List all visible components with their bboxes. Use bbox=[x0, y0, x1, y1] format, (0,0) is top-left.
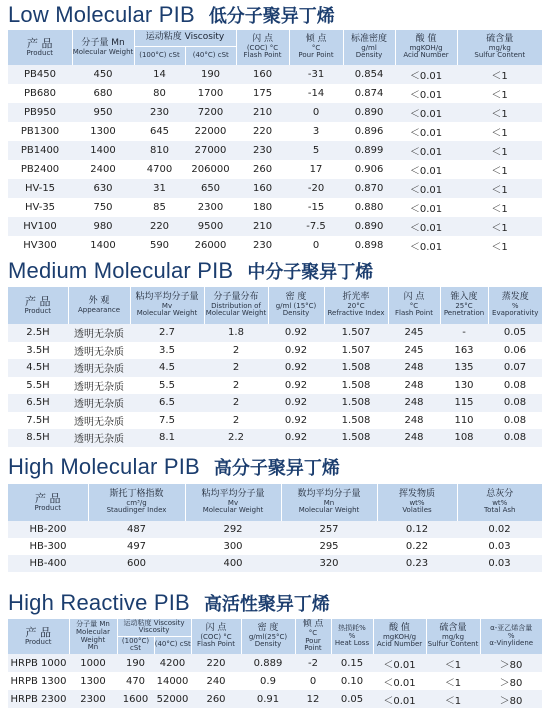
high-pib-title-zh: 高分子聚异丁烯 bbox=[213, 458, 340, 479]
table-cell: 645 bbox=[134, 122, 185, 141]
table-cell: 680 bbox=[72, 84, 134, 103]
table-cell: ＜0.01 bbox=[373, 654, 426, 672]
table-cell: 0.92 bbox=[268, 359, 324, 377]
medium-pib-title bbox=[8, 258, 548, 288]
low-pib-body bbox=[8, 65, 542, 255]
table-row bbox=[8, 141, 542, 160]
table-cell: PB450 bbox=[8, 65, 72, 84]
table-row bbox=[8, 654, 542, 672]
table-cell: 1400 bbox=[72, 141, 134, 160]
table-cell: 2.5H bbox=[8, 324, 68, 342]
table-cell: 14 bbox=[134, 65, 185, 84]
table-cell: ＜1 bbox=[457, 236, 542, 255]
medium-pib-title-zh: 中分子聚异丁烯 bbox=[247, 262, 374, 283]
table-cell: 260 bbox=[191, 690, 241, 708]
table-cell: HRPB 1000 bbox=[8, 654, 69, 672]
med-col-refractive: 折光率 20°C Refractive Index bbox=[324, 287, 388, 324]
table-cell: ＞80 bbox=[480, 672, 542, 690]
table-cell: 7.5H bbox=[8, 412, 68, 430]
table-cell: 0.906 bbox=[343, 160, 395, 179]
table-cell: 0.890 bbox=[343, 103, 395, 122]
reactive-pib-table bbox=[8, 619, 542, 708]
table-cell: 31 bbox=[134, 179, 185, 198]
med-col-flash: 闪 点 °C Flash Point bbox=[388, 287, 440, 324]
table-cell: 0.870 bbox=[343, 179, 395, 198]
table-row bbox=[8, 122, 542, 141]
medium-pib-table bbox=[8, 287, 542, 447]
table-cell: 220 bbox=[236, 122, 289, 141]
table-row bbox=[8, 521, 542, 538]
table-cell: 600 bbox=[88, 555, 185, 572]
table-cell: ＜0.01 bbox=[373, 672, 426, 690]
table-cell: ＜0.01 bbox=[395, 84, 457, 103]
table-cell: HRPB 2300 bbox=[8, 690, 69, 708]
table-cell: 9500 bbox=[185, 217, 236, 236]
table-cell: 0.91 bbox=[241, 690, 295, 708]
table-cell: 1.508 bbox=[324, 429, 388, 447]
high-pib-table bbox=[8, 484, 542, 572]
table-cell: 4.5H bbox=[8, 359, 68, 377]
table-cell: 5.5H bbox=[8, 377, 68, 395]
high-col-mn: 数均平均分子量 Mn Molecular Weight bbox=[281, 484, 377, 521]
table-cell: 0.899 bbox=[343, 141, 395, 160]
table-cell: 0.890 bbox=[343, 217, 395, 236]
table-cell: 透明无杂质 bbox=[68, 324, 130, 342]
table-cell: 0 bbox=[289, 103, 343, 122]
table-cell: 110 bbox=[440, 412, 488, 430]
table-cell: HV-35 bbox=[8, 198, 72, 217]
high-pib-title bbox=[8, 454, 548, 484]
table-row bbox=[8, 103, 542, 122]
table-cell: 3.5H bbox=[8, 342, 68, 360]
table-cell: 0.05 bbox=[331, 690, 373, 708]
medium-pib-body bbox=[8, 324, 542, 447]
table-cell: 130 bbox=[440, 377, 488, 395]
table-cell: 0.92 bbox=[268, 342, 324, 360]
table-cell: 0.03 bbox=[457, 555, 542, 572]
table-cell: HB-300 bbox=[8, 538, 88, 555]
table-cell: 6.5 bbox=[130, 394, 204, 412]
table-cell: 135 bbox=[440, 359, 488, 377]
table-cell: ＜1 bbox=[457, 65, 542, 84]
table-cell: 163 bbox=[440, 342, 488, 360]
table-cell: 230 bbox=[236, 236, 289, 255]
table-cell: 14000 bbox=[154, 672, 191, 690]
med-col-density: 密 度 g/ml (15°C) Density bbox=[268, 287, 324, 324]
table-cell: -15 bbox=[289, 198, 343, 217]
table-cell: 400 bbox=[185, 555, 281, 572]
table-cell: ＜0.01 bbox=[395, 160, 457, 179]
table-cell: 透明无杂质 bbox=[68, 429, 130, 447]
table-cell: 0.889 bbox=[241, 654, 295, 672]
table-cell: 0.854 bbox=[343, 65, 395, 84]
table-cell: PB680 bbox=[8, 84, 72, 103]
table-cell: 257 bbox=[281, 521, 377, 538]
table-cell: 0.896 bbox=[343, 122, 395, 141]
table-row bbox=[8, 377, 542, 395]
table-row bbox=[8, 672, 542, 690]
table-cell: 245 bbox=[388, 324, 440, 342]
med-col-mv: 粘均平均分子量 Mv Molecular Weight bbox=[130, 287, 204, 324]
table-cell: 0.12 bbox=[377, 521, 457, 538]
table-cell: 2400 bbox=[72, 160, 134, 179]
table-row bbox=[8, 198, 542, 217]
table-row bbox=[8, 359, 542, 377]
table-row bbox=[8, 324, 542, 342]
table-cell: 3.5 bbox=[130, 342, 204, 360]
table-cell: 1400 bbox=[72, 236, 134, 255]
table-cell: 470 bbox=[117, 672, 154, 690]
reactive-pib-title-zh: 高活性聚异丁烯 bbox=[203, 594, 330, 615]
table-cell: 1000 bbox=[69, 654, 117, 672]
table-cell: ＜1 bbox=[426, 672, 480, 690]
table-cell: ＜1 bbox=[426, 690, 480, 708]
table-cell: 300 bbox=[185, 538, 281, 555]
table-cell: ＜1 bbox=[457, 198, 542, 217]
table-cell: 1.8 bbox=[204, 324, 268, 342]
table-row bbox=[8, 555, 542, 572]
table-cell: 450 bbox=[72, 65, 134, 84]
low-col-visc100: (100°C) cSt bbox=[134, 46, 185, 65]
rx-col-density: 密 度 g/ml(25°C) Density bbox=[241, 619, 295, 654]
table-cell: 190 bbox=[117, 654, 154, 672]
high-col-ash: 总灰分 wt% Total Ash bbox=[457, 484, 542, 521]
table-row bbox=[8, 538, 542, 555]
table-cell: 1300 bbox=[72, 122, 134, 141]
table-cell: 1.508 bbox=[324, 412, 388, 430]
low-pib-table bbox=[8, 30, 542, 255]
table-cell: -2 bbox=[295, 654, 331, 672]
rx-col-mn: 分子量 Mn Molecular Weight Mn bbox=[69, 619, 117, 654]
rx-col-product: 产 品 Product bbox=[8, 619, 69, 654]
table-cell: 1700 bbox=[185, 84, 236, 103]
table-cell: 0.92 bbox=[268, 394, 324, 412]
table-cell: ＜1 bbox=[457, 103, 542, 122]
table-cell: 0.08 bbox=[488, 412, 542, 430]
med-col-penetration: 锥入度 25°C Penetration bbox=[440, 287, 488, 324]
low-col-product: 产 品 Product bbox=[8, 30, 72, 65]
table-row bbox=[8, 342, 542, 360]
table-cell: 0.10 bbox=[331, 672, 373, 690]
table-cell: 1.508 bbox=[324, 377, 388, 395]
high-col-volatiles: 挥发物质 wt% Volatiles bbox=[377, 484, 457, 521]
table-cell: 0.23 bbox=[377, 555, 457, 572]
table-cell: ＜0.01 bbox=[395, 179, 457, 198]
table-cell: 3 bbox=[289, 122, 343, 141]
reactive-pib-title bbox=[8, 590, 548, 620]
table-cell: 1.508 bbox=[324, 359, 388, 377]
low-col-acid: 酸 值 mgKOH/g Acid Number bbox=[395, 30, 457, 65]
table-cell: ＜1 bbox=[426, 654, 480, 672]
medium-pib-title-en: Medium Molecular PIB bbox=[8, 258, 234, 283]
table-cell: 0.02 bbox=[457, 521, 542, 538]
table-cell: 7200 bbox=[185, 103, 236, 122]
table-cell: 0.92 bbox=[268, 429, 324, 447]
table-cell: -20 bbox=[289, 179, 343, 198]
rx-col-pour: 倾 点 °C Pour Point bbox=[295, 619, 331, 654]
table-cell: HV300 bbox=[8, 236, 72, 255]
table-cell: 175 bbox=[236, 84, 289, 103]
table-cell: 2 bbox=[204, 377, 268, 395]
table-cell: 2.7 bbox=[130, 324, 204, 342]
table-cell: ＞80 bbox=[480, 654, 542, 672]
table-cell: 2 bbox=[204, 359, 268, 377]
table-cell: 5 bbox=[289, 141, 343, 160]
table-cell: 220 bbox=[134, 217, 185, 236]
rx-col-heatloss: 热损耗% % Heat Loss bbox=[331, 619, 373, 654]
table-cell: ＜1 bbox=[457, 179, 542, 198]
table-cell: 248 bbox=[388, 359, 440, 377]
rx-col-acid: 酸 值 mgKOH/g Acid Number bbox=[373, 619, 426, 654]
table-cell: PB1400 bbox=[8, 141, 72, 160]
table-cell: 0.22 bbox=[377, 538, 457, 555]
table-row bbox=[8, 412, 542, 430]
table-cell: ＜0.01 bbox=[395, 122, 457, 141]
table-cell: 0.08 bbox=[488, 377, 542, 395]
table-cell: 0 bbox=[295, 672, 331, 690]
table-cell: 22000 bbox=[185, 122, 236, 141]
rx-col-flash: 闪 点 (COC) °C Flash Point bbox=[191, 619, 241, 654]
reactive-pib-title-en: High Reactive PIB bbox=[8, 590, 190, 615]
table-cell: ＜0.01 bbox=[395, 198, 457, 217]
table-cell: 320 bbox=[281, 555, 377, 572]
table-cell: 1.507 bbox=[324, 342, 388, 360]
table-cell: 12 bbox=[295, 690, 331, 708]
high-pib-body bbox=[8, 521, 542, 572]
table-cell: 630 bbox=[72, 179, 134, 198]
low-col-viscosity: 运动粘度 Viscosity bbox=[134, 30, 236, 46]
table-cell: 0.9 bbox=[241, 672, 295, 690]
table-cell: 80 bbox=[134, 84, 185, 103]
high-pib-title-en: High Molecular PIB bbox=[8, 454, 200, 479]
low-col-pour: 倾 点 °C Pour Point bbox=[289, 30, 343, 65]
table-cell: 2 bbox=[204, 412, 268, 430]
low-col-mn: 分子量 Mn Molecular Weight bbox=[72, 30, 134, 65]
table-cell: HV100 bbox=[8, 217, 72, 236]
rx-col-sulfur: 硫含量 mg/kg Sulfur Content bbox=[426, 619, 480, 654]
table-cell: 248 bbox=[388, 412, 440, 430]
table-cell: ＜0.01 bbox=[395, 103, 457, 122]
table-row bbox=[8, 179, 542, 198]
med-col-distribution: 分子量分布 Distribution of Molecular Weight bbox=[204, 287, 268, 324]
table-cell: HRPB 1300 bbox=[8, 672, 69, 690]
med-col-appearance: 外 观 Appearance bbox=[68, 287, 130, 324]
high-col-mv: 粘均平均分子量 Mv Molecular Weight bbox=[185, 484, 281, 521]
table-cell: 650 bbox=[185, 179, 236, 198]
table-cell: 497 bbox=[88, 538, 185, 555]
table-cell: 7.5 bbox=[130, 412, 204, 430]
table-cell: 0.03 bbox=[457, 538, 542, 555]
low-pib-title bbox=[8, 2, 548, 32]
high-col-staudinger: 斯托丁格指数 cm³/g Staudinger Index bbox=[88, 484, 185, 521]
table-cell: 26000 bbox=[185, 236, 236, 255]
table-cell: 0.05 bbox=[488, 324, 542, 342]
table-cell: 160 bbox=[236, 65, 289, 84]
table-cell: ＜1 bbox=[457, 122, 542, 141]
table-cell: 240 bbox=[191, 672, 241, 690]
table-cell: 190 bbox=[185, 65, 236, 84]
table-cell: 590 bbox=[134, 236, 185, 255]
table-cell: 2 bbox=[204, 342, 268, 360]
table-row bbox=[8, 690, 542, 708]
table-cell: ＜0.01 bbox=[395, 217, 457, 236]
table-cell: 206000 bbox=[185, 160, 236, 179]
table-cell: 230 bbox=[236, 141, 289, 160]
table-row bbox=[8, 217, 542, 236]
table-row bbox=[8, 429, 542, 447]
low-pib-title-zh: 低分子聚异丁烯 bbox=[208, 6, 335, 27]
low-col-visc40: (40°C) cSt bbox=[185, 46, 236, 65]
table-cell: 0 bbox=[289, 236, 343, 255]
table-cell: 810 bbox=[134, 141, 185, 160]
table-cell: 750 bbox=[72, 198, 134, 217]
med-col-product: 产 品 Product bbox=[8, 287, 68, 324]
table-cell: 0.880 bbox=[343, 198, 395, 217]
table-cell: ＜0.01 bbox=[395, 65, 457, 84]
table-cell: 27000 bbox=[185, 141, 236, 160]
table-row bbox=[8, 160, 542, 179]
table-cell: 295 bbox=[281, 538, 377, 555]
table-cell: -14 bbox=[289, 84, 343, 103]
table-cell: ＜1 bbox=[457, 84, 542, 103]
table-cell: 160 bbox=[236, 179, 289, 198]
table-cell: ＞80 bbox=[480, 690, 542, 708]
table-cell: 487 bbox=[88, 521, 185, 538]
table-cell: 1300 bbox=[69, 672, 117, 690]
table-cell: 1.508 bbox=[324, 394, 388, 412]
low-pib-title-en: Low Molecular PIB bbox=[8, 2, 195, 27]
table-cell: 0.06 bbox=[488, 342, 542, 360]
table-cell: 210 bbox=[236, 103, 289, 122]
table-cell: 980 bbox=[72, 217, 134, 236]
table-cell: 950 bbox=[72, 103, 134, 122]
table-row bbox=[8, 236, 542, 255]
high-col-product: 产 品 Product bbox=[8, 484, 88, 521]
table-cell: 245 bbox=[388, 342, 440, 360]
table-cell: 透明无杂质 bbox=[68, 412, 130, 430]
table-cell: 230 bbox=[134, 103, 185, 122]
table-cell: 2.2 bbox=[204, 429, 268, 447]
table-cell: 2300 bbox=[185, 198, 236, 217]
table-cell: 透明无杂质 bbox=[68, 359, 130, 377]
table-cell: 4700 bbox=[134, 160, 185, 179]
table-cell: 0.92 bbox=[268, 412, 324, 430]
table-cell: 248 bbox=[388, 429, 440, 447]
table-cell: 0.07 bbox=[488, 359, 542, 377]
rx-col-visc40: (40°C) cSt bbox=[154, 636, 191, 654]
table-cell: 4200 bbox=[154, 654, 191, 672]
table-cell: 220 bbox=[191, 654, 241, 672]
table-cell: -31 bbox=[289, 65, 343, 84]
table-cell: PB1300 bbox=[8, 122, 72, 141]
table-cell: - bbox=[440, 324, 488, 342]
table-cell: 0.874 bbox=[343, 84, 395, 103]
table-row bbox=[8, 84, 542, 103]
table-cell: ＜1 bbox=[457, 141, 542, 160]
table-cell: 2 bbox=[204, 394, 268, 412]
rx-col-viscosity: 运动粘度 Viscosity Viscosity bbox=[117, 619, 191, 636]
table-cell: ＜1 bbox=[457, 160, 542, 179]
table-cell: 248 bbox=[388, 377, 440, 395]
table-cell: HV-15 bbox=[8, 179, 72, 198]
rx-col-vinylidene: α-亚乙烯含量 % α-Vinylidene bbox=[480, 619, 542, 654]
table-cell: 2300 bbox=[69, 690, 117, 708]
table-cell: 0.15 bbox=[331, 654, 373, 672]
table-cell: 260 bbox=[236, 160, 289, 179]
table-cell: 210 bbox=[236, 217, 289, 236]
table-cell: 8.1 bbox=[130, 429, 204, 447]
table-cell: HB-200 bbox=[8, 521, 88, 538]
low-col-flash: 闪 点 (COC) °C Flash Point bbox=[236, 30, 289, 65]
table-cell: 4.5 bbox=[130, 359, 204, 377]
table-cell: 17 bbox=[289, 160, 343, 179]
low-col-density: 标准密度 g/ml Density bbox=[343, 30, 395, 65]
table-cell: 6.5H bbox=[8, 394, 68, 412]
table-cell: 115 bbox=[440, 394, 488, 412]
table-cell: 180 bbox=[236, 198, 289, 217]
table-cell: 透明无杂质 bbox=[68, 394, 130, 412]
table-cell: 5.5 bbox=[130, 377, 204, 395]
reactive-pib-body bbox=[8, 654, 542, 708]
table-cell: 1600 bbox=[117, 690, 154, 708]
table-row bbox=[8, 394, 542, 412]
table-cell: 85 bbox=[134, 198, 185, 217]
table-cell: 52000 bbox=[154, 690, 191, 708]
table-cell: 0.08 bbox=[488, 394, 542, 412]
table-cell: 0.08 bbox=[488, 429, 542, 447]
table-cell: ＜0.01 bbox=[395, 141, 457, 160]
table-cell: PB2400 bbox=[8, 160, 72, 179]
rx-col-visc100: (100°C) cSt bbox=[117, 636, 154, 654]
table-cell: 108 bbox=[440, 429, 488, 447]
table-cell: 透明无杂质 bbox=[68, 377, 130, 395]
table-row bbox=[8, 65, 542, 84]
table-cell: 0.898 bbox=[343, 236, 395, 255]
table-cell: 1.507 bbox=[324, 324, 388, 342]
table-cell: HB-400 bbox=[8, 555, 88, 572]
table-cell: 0.92 bbox=[268, 377, 324, 395]
low-col-sulfur: 硫含量 mg/kg Sulfur Content bbox=[457, 30, 542, 65]
table-cell: 0.92 bbox=[268, 324, 324, 342]
table-cell: PB950 bbox=[8, 103, 72, 122]
table-cell: 248 bbox=[388, 394, 440, 412]
table-cell: 8.5H bbox=[8, 429, 68, 447]
table-cell: ＜0.01 bbox=[373, 690, 426, 708]
table-cell: ＜1 bbox=[457, 217, 542, 236]
table-cell: ＜0.01 bbox=[395, 236, 457, 255]
table-cell: -7.5 bbox=[289, 217, 343, 236]
table-cell: 透明无杂质 bbox=[68, 342, 130, 360]
table-cell: 292 bbox=[185, 521, 281, 538]
med-col-evaporativity: 蒸发度 % Evaporativity bbox=[488, 287, 542, 324]
